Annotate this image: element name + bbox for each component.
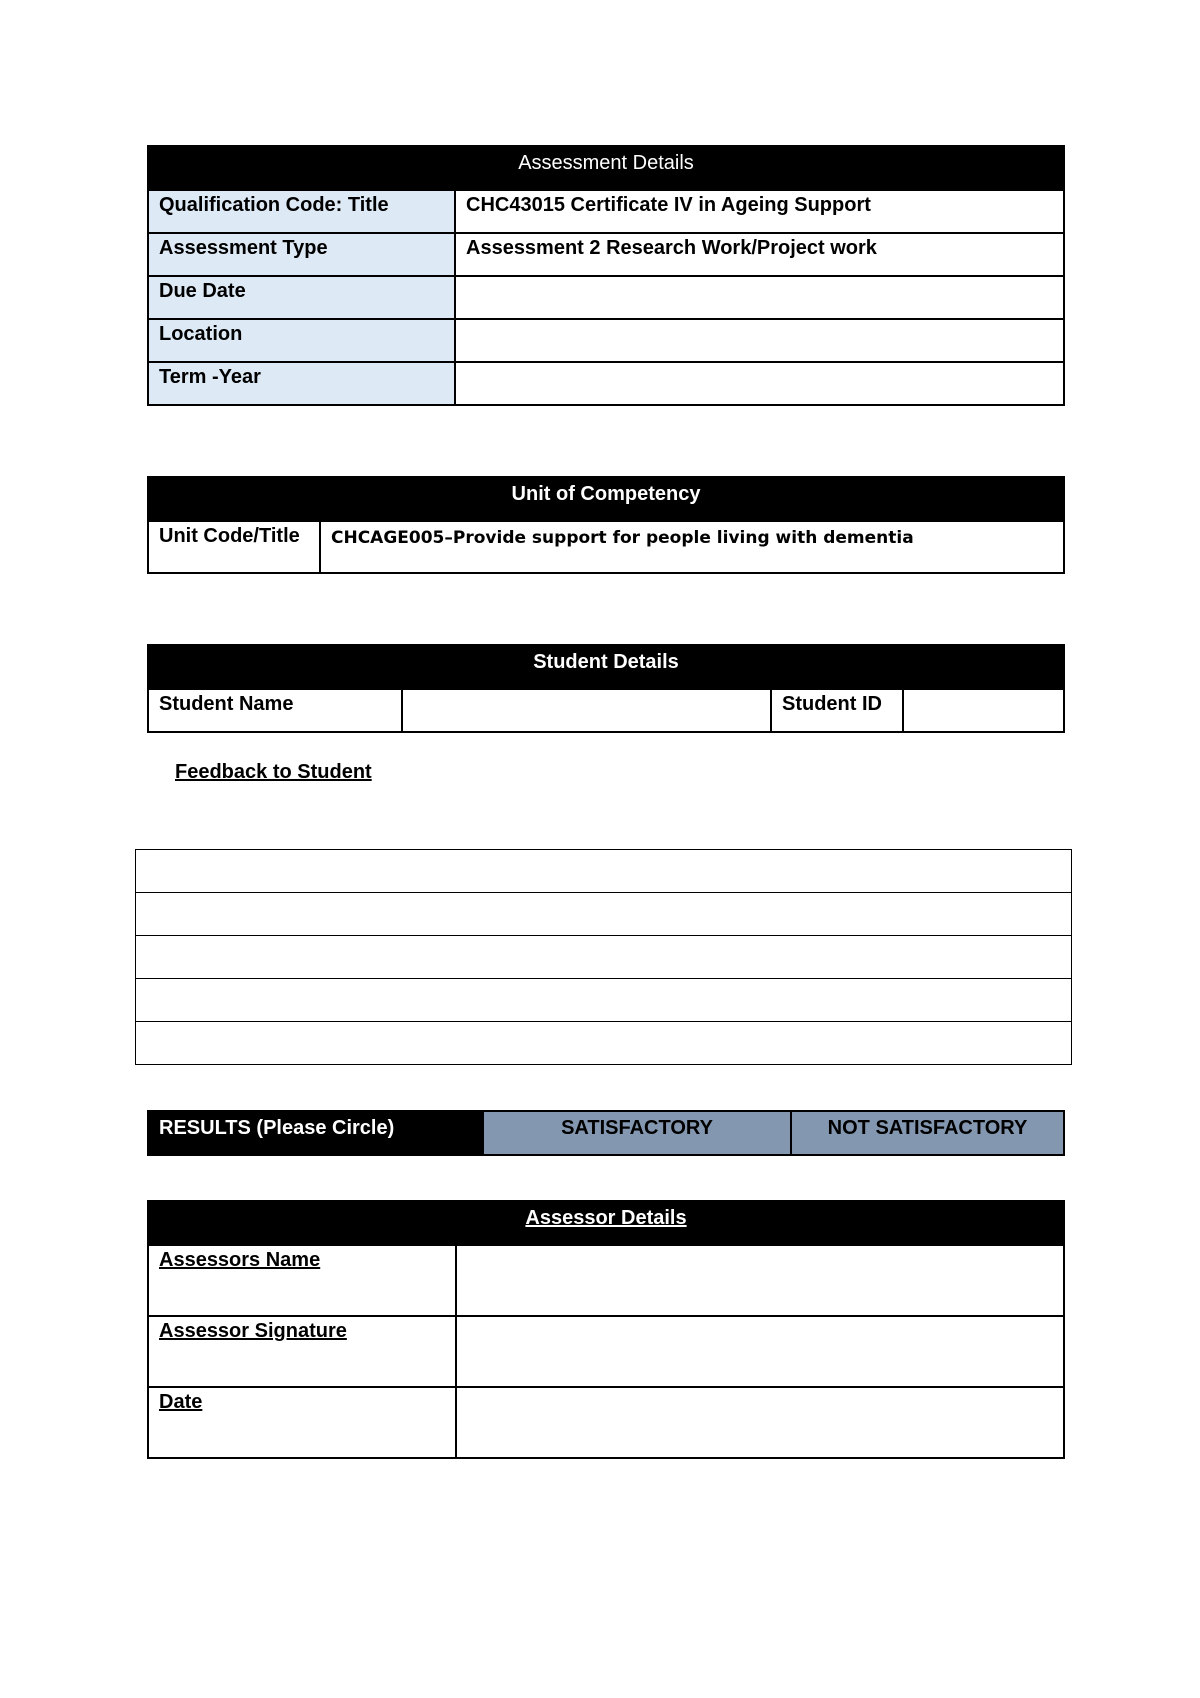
assessor-signature-label: Assessor Signature — [148, 1316, 456, 1387]
student-id-field[interactable] — [903, 689, 1064, 732]
student-details-heading: Student Details — [148, 645, 1064, 689]
assessment-details-heading: Assessment Details — [148, 146, 1064, 190]
assessment-type-label: Assessment Type — [148, 233, 455, 276]
feedback-line[interactable] — [136, 979, 1072, 1022]
results-label: RESULTS (Please Circle) — [148, 1111, 483, 1155]
qualification-value[interactable]: CHC43015 Certificate IV in Ageing Support — [455, 190, 1064, 233]
unit-of-competency-table — [147, 476, 1065, 574]
due-date-label: Due Date — [148, 276, 455, 319]
location-label: Location — [148, 319, 455, 362]
assessor-date-label: Date — [148, 1387, 456, 1458]
qualification-label: Qualification Code: Title — [148, 190, 455, 233]
unit-code-title-value: CHCAGE005–Provide support for people living with dementia — [320, 521, 1064, 573]
feedback-line[interactable] — [136, 850, 1072, 893]
assessor-name-field[interactable] — [456, 1245, 1064, 1316]
feedback-table — [135, 849, 1072, 1065]
assessor-details-heading: Assessor Details — [148, 1201, 1064, 1245]
result-option-not-satisfactory[interactable]: NOT SATISFACTORY — [791, 1111, 1064, 1155]
unit-code-title-label: Unit Code/Title — [148, 521, 320, 573]
feedback-line[interactable] — [136, 1022, 1072, 1065]
student-details-table — [147, 644, 1065, 733]
feedback-line[interactable] — [136, 893, 1072, 936]
location-field[interactable] — [455, 319, 1064, 362]
feedback-line[interactable] — [136, 936, 1072, 979]
term-year-label: Term -Year — [148, 362, 455, 405]
results-table — [147, 1110, 1065, 1156]
assessor-date-field[interactable] — [456, 1387, 1064, 1458]
student-name-label: Student Name — [148, 689, 402, 732]
feedback-heading: Feedback to Student — [175, 761, 372, 783]
assessor-details-table — [147, 1200, 1065, 1459]
assessment-type-value[interactable]: Assessment 2 Research Work/Project work — [455, 233, 1064, 276]
unit-of-competency-heading: Unit of Competency — [148, 477, 1064, 521]
student-name-field[interactable] — [402, 689, 771, 732]
assessor-name-label: Assessors Name — [148, 1245, 456, 1316]
term-year-field[interactable] — [455, 362, 1064, 405]
result-option-satisfactory[interactable]: SATISFACTORY — [483, 1111, 791, 1155]
assessor-signature-field[interactable] — [456, 1316, 1064, 1387]
due-date-field[interactable] — [455, 276, 1064, 319]
student-id-label: Student ID — [771, 689, 903, 732]
assessment-details-table — [147, 145, 1065, 406]
